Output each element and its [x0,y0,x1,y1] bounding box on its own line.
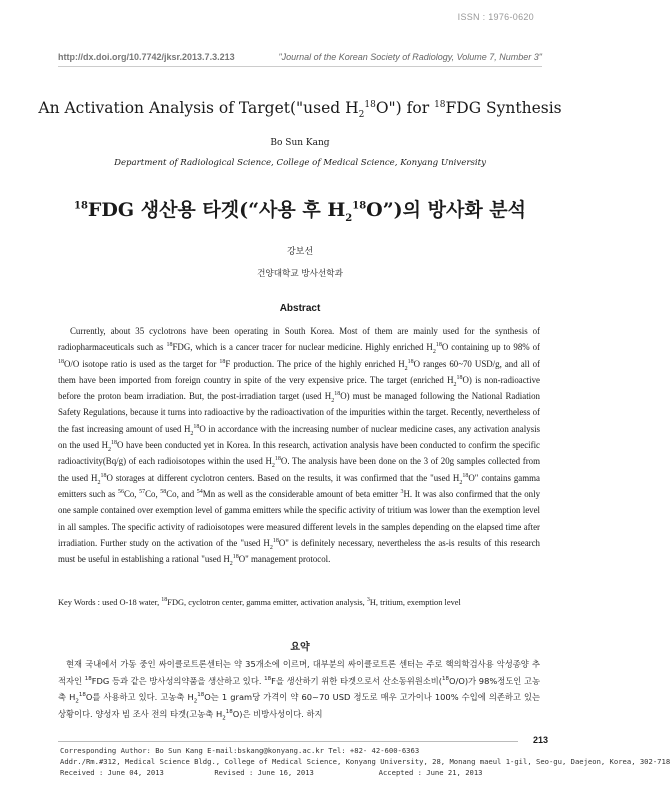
korean-abstract-body: 현재 국내에서 가동 중인 싸이클로트론센터는 약 35개소에 이르며, 대부분의 싸이클로트론 센터는 주로 핵의학검사용 악성종양 추적자인 $^{18}$FDG 등과 같은 방사성의약품을 생산하고 있다. $^{18}$F을 생산하기 위한 타겟으로서 산소동위원소비($^{18}$O/O)가 98%정도인 고농축 $H_2^{18}O$를 사용하고 있다. 고농축 $H_2^{18}O$는 1 gram당 가격이 약 60~70 USD 정도로 매우 고가이나 100% 수입에 의존하고 있는 상황이다. 양성자 빔 조사 전의 타겟(고농축 $H_2^{18}O$)은 비방사성이다. 하지 [58,659,540,722]
affiliation-english: Department of Radiological Science, College of Medical Science, Konyang University [114,158,486,168]
footer-corresponding-author: Corresponding Author: Bo Sun Kang E-mail:bskang@konyang.ac.kr Tel: +82- 42-600-6363 [60,746,420,755]
doi-link[interactable]: http://dx.doi.org/10.7742/jksr.2013.7.3.213 [58,52,235,62]
abstract-body: Currently, about 35 cyclotrons have been operating in South Korea. Most of them are mainly used for the synthesis of radiopharmaceuticals such as $^{18}$FDG, which is a cancer tracer for nuclear medicine. Highly enriched $H_2^{18}O$ containing up to 98% of $^{18}$O/O isotope ratio is used as the target for $^{18}$F production. The price of the highly enriched $H_2^{18}O$ ranges 60~70 USD/g, and all of them have been imported from foreign country in spite of the very expensive price. The target (enriched $H_2^{18}O$) is non-radioactive before the proton beam irradiation. But, the post-irradiation target (used $H_2^{18}O$) must be managed following the National Radiation Safety Regulations, because it turns into radioactive by the radioactivation of the impurities within the target. Recently, nevertheless of the fast increasing amount of used $H_2^{18}O$ in accordance with the increasing number of nuclear medicine cases, any activation analysis on the used $H_2^{18}O$ have been conducted yet in Korea. In this research, activation analysis have been conducted to confirm the specific radioactivity(Bq/g) of each radioisotopes within the used $H_2^{18}O$. The analysis have been done on the 3 of 20g samples collected from the used $H_2^{18}O$ storages at different cyclotron centers. Based on the results, it was confirmed that the "used $H_2^{18}O$" contains gamma emitters such as $^{56}$Co, $^{57}$Co, $^{58}$Co, and $^{54}$Mn as well as the considerable amount of beta emitter $^3$H. It was also confirmed that the only one sample contained over exemption level of gamma emitters while the specific activity of tritium was lower than the exemption level in all samples. The specific activity of radioisotopes were measured different levels in the samples depending on the elapsed time after irradiation. Further study on the activation of the "used $H_2^{18}O$" is definitely necessary, nevertheless the as-is results of this research must be useful in establishing a rational "used $H_2^{18}O$" management protocol. [58,326,541,567]
footer-address: Addr./Rm.#312, Medical Science Bldg., College of Medical Science, Konyang University, 28, Monang maeul 1-gil, Seo-gu, Daejeon, Korea, 302-718 [60,757,670,766]
title-english: An Activation Analysis of Target("used $H_2^{18}O$") for $^{18}$FDG Synthesis [38,99,562,121]
korean-abstract-heading: 요약 [290,642,310,653]
running-header [58,52,542,66]
page-number: 213 [532,735,548,745]
title-korean: $^{18}$FDG 생산용 타겟(“사용 후 $H_2^{18}O$”)의 방사화 분석 [74,199,526,224]
accepted-date: Accepted : June 21, 2013 [378,768,483,777]
journal-citation: "Journal of the Korean Society of Radiology, Volume 7, Number 3" [278,52,542,62]
keywords: Key Words : used O-18 water, $^{18}$FDG, cyclotron center, gamma emitter, activation analysis, $^3$H, tritium, exemption level [58,597,461,607]
affiliation-korean: 건양대학교 방사선학과 [257,269,343,279]
author-english: Bo Sun Kang [270,138,330,148]
issn-label: ISSN : 1976-0620 [457,12,534,22]
footer-dates [60,768,483,777]
abstract-heading: Abstract [279,303,321,314]
header-divider [58,66,542,67]
revised-date: Revised : June 16, 2013 [214,768,314,777]
author-korean: 강보선 [286,247,314,257]
footer-divider [58,741,518,742]
received-date: Received : June 04, 2013 [60,768,164,777]
